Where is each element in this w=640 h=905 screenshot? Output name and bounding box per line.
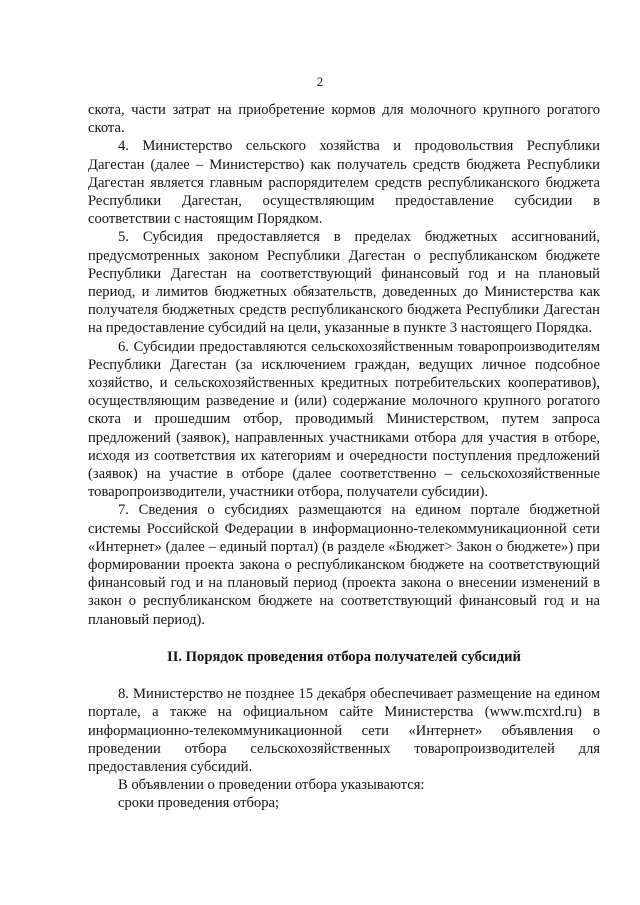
- paragraph-5: 5. Субсидия предоставляется в пределах бюджетных ассигнований, предусмотренных законом Республики Дагестан о республиканском бюджете Республики Дагестан на соответствующий финансовый год и на плановый период, и лимитов бюджетных обязательств, доведенных до Министерства как получателя бюджетных средств республиканского бюджета Республики Дагестан на предоставление субсидий на цели, указанные в пункте 3 настоящего Порядка.: [88, 229, 600, 337]
- page-number: 2: [316, 74, 324, 89]
- paragraph-announcement: В объявлении о проведении отбора указываются:: [118, 777, 425, 794]
- paragraph-7: 7. Сведения о субсидиях размещаются на едином портале бюджетной системы Российской Федерации в информационно-телекоммуникационной сети «Интернет» (далее – единый портал) (в разделе «Бюджет> Закон о бюджете») при формировании проекта закона о республиканском бюджете на соответствующий финансовый год и на плановый период (проекта закона о внесении изменений в закон о республиканском бюджете на соответствующий финансовый год и на плановый период).: [88, 502, 600, 628]
- paragraph-8: 8. Министерство не позднее 15 декабря обеспечивает размещение на едином портале, а также на официальном сайте Министерства (www.mcxrd.ru) в информационно-телекоммуникационной сети «Интернет» объявления о проведении отбора сельскохозяйственных товаропроизводителей для предоставления субсидий.: [88, 686, 600, 775]
- paragraph-continuation: скота, части затрат на приобретение кормов для молочного крупного рогатого скота.: [88, 102, 600, 137]
- paragraph-deadlines: сроки проведения отбора;: [118, 795, 280, 812]
- paragraph-4: 4. Министерство сельского хозяйства и продовольствия Республики Дагестан (далее – Министерство) как получатель средств бюджета Республики Дагестан является главным распорядителем средств республиканского бюджета Республики Дагестан, осуществляющим предоставление субсидии в соответствии с настоящим Порядком.: [88, 138, 600, 228]
- document-body: [88, 101, 600, 813]
- paragraph-6: 6. Субсидии предоставляются сельскохозяйственным товаропроизводителям Республики Дагестан (за исключением граждан, ведущих личное подсобное хозяйство, и сельскохозяйственных кредитных потребительских кооперативов), осуществляющим разведение и (или) содержание молочного крупного рогатого скота и прошедшим отбор, проводимый Министерством, путем запроса предложений (заявок), направленных участниками отбора для участия в отборе, исходя из соответствия их категориям и очередности поступления предложений (заявок) на участие в отборе (далее соответственно – сельскохозяйственные товаропроизводители, участники отбора, получатели субсидии).: [88, 338, 600, 501]
- section-heading: II. Порядок проведения отбора получателей субсидий: [167, 648, 521, 665]
